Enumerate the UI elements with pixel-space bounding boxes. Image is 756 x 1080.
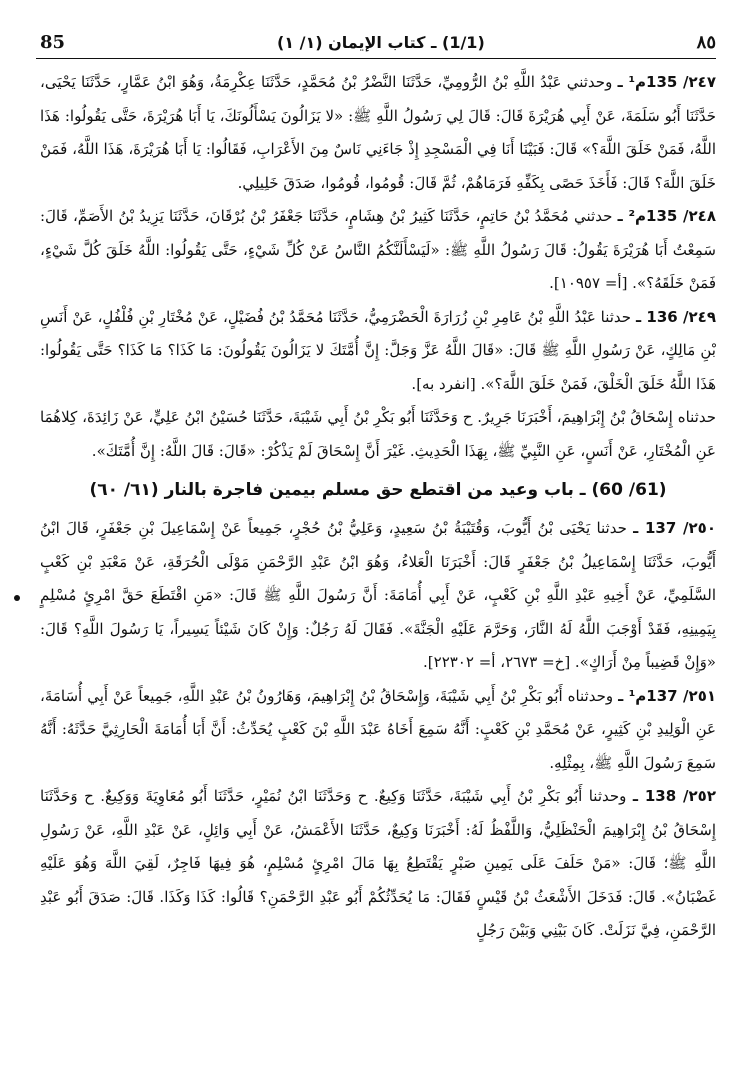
page-body <box>40 66 716 1060</box>
hadith-251 <box>40 680 716 781</box>
hadith-text: حدثنا يَحْيَى بْنُ أَيُّوبَ، وَقُتَيْبَةُ بْنُ سَعِيدٍ، وَعَلِيُّ بْنُ حُجْرٍ، جَمِيعاً عَنْ إِسْمَاعِيلَ بْنِ جَعْفَرٍ، قَالَ ابْنُ أَيُّوبَ، حَدَّثَنَا إِسْمَاعِيلُ بْنُ جَعْفَرٍ قَالَ: أَخْبَرَنَا الْعَلاءُ، وَهُوَ ابْنُ عَبْدِ الرَّحْمَنِ مَوْلَى الْحُرَقَةِ، عَنْ مَعْبَدِ بْنِ كَعْبٍ السَّلَمِيِّ، عَنْ أَخِيهِ عَبْدِ اللَّهِ بْنِ كَعْبٍ، عَنْ أَبِي أُمَامَةَ: أَنَّ رَسُولَ اللَّهِ ﷺ قَالَ: «مَنِ اقْتَطَعَ حَقَّ امْرِئٍ مُسْلِمٍ بِيَمِينِهِ، فَقَدْ أَوْجَبَ اللَّهُ لَهُ النَّارَ، وَحَرَّمَ عَلَيْهِ الْجَنَّةَ». فَقَالَ لَهُ رَجُلٌ: وَإِنْ كَانَ شَيْئاً يَسِيراً، يَا رَسُولَ اللَّهِ؟ قَالَ: «وَإِنْ قَضِيباً مِنْ أَرَاكٍ». [خ= ٢٦٧٣، أ= ٢٢٣٠٢]. <box>40 519 716 671</box>
page-number-arabic: ٨٥ <box>696 31 716 53</box>
hadith-249 <box>40 301 716 402</box>
hadith-250 <box>40 512 716 680</box>
running-title: (1/1) ـ كتاب الإيمان (١/ ١) <box>276 32 485 52</box>
hadith-number: ٢٤٩/ 136 ـ <box>635 307 716 326</box>
hadith-248 <box>40 200 716 301</box>
hadith-text: وحدثنا أَبُو بَكْرِ بْنُ أَبِي شَيْبَةَ، حَدَّثَنَا وَكِيعٌ. ح وَحَدَّثَنَا ابْنُ نُمَيْرٍ، حَدَّثَنَا أَبُو مُعَاوِيَةَ وَوَكِيعٌ. ح وَحَدَّثَنَا إِسْحَاقُ بْنُ إِبْرَاهِيمَ الْحَنْظَلِيُّ، وَاللَّفْظُ لَهُ: أَخْبَرَنَا وَكِيعٌ، حَدَّثَنَا الأَعْمَشُ، عَنْ أَبِي وَائِلٍ، عَنْ عَبْدِ اللَّهِ، عَنْ رَسُولِ اللَّهِ ﷺ؛ قَالَ: «مَنْ حَلَفَ عَلَى يَمِينِ صَبْرٍ يَقْتَطِعُ بِهَا مَالَ امْرِئٍ مُسْلِمٍ، هُوَ فِيهَا فَاجِرٌ، لَقِيَ اللَّهَ وَهُوَ عَلَيْهِ غَضْبَانُ». قَالَ: فَدَخَلَ الأَشْعَثُ بْنُ قَيْسٍ فَقَالَ: مَا يُحَدِّثُكُمْ أَبُو عَبْدِ الرَّحْمَنِ؟ قَالُوا: كَذَا وَكَذَا. قَالَ: صَدَقَ أَبُو عَبْدِ الرَّحْمَنِ، فِيَّ نَزَلَتْ. كَانَ بَيْنِي وَبَيْنَ رَجُلٍ <box>40 787 716 939</box>
hadith-249-chain <box>40 401 716 468</box>
hadith-number: ٢٤٧/ 135م¹ ـ <box>617 73 716 91</box>
chapter-heading: (61/ 60) ـ باب وعيد من اقتطع حق مسلم بيمين فاجرة بالنار (٦١/ ٦٠) <box>89 480 667 500</box>
hadith-247 <box>40 66 716 200</box>
hadith-number: ٢٥١/ 137م¹ ـ <box>618 686 717 705</box>
page-number-latin: 85 <box>40 31 66 53</box>
hadith-text: حدثني مُحَمَّدُ بْنُ حَاتِمٍ، حَدَّثَنَا كَثِيرُ بْنُ هِشَامٍ، حَدَّثَنَا جَعْفَرُ بْنُ بُرْقَانَ، حَدَّثَنَا يَزِيدُ بْنُ الأَصَمِّ، قَالَ: سَمِعْتُ أَبَا هُرَيْرَةَ يَقُولُ: قَالَ رَسُولُ اللَّهِ ﷺ: «لَيَسْأَلَنَّكُمُ النَّاسُ عَنْ كُلِّ شَيْءٍ، حَتَّى يَقُولُوا: اللَّهُ خَلَقَ كُلَّ شَيْءٍ، فَمَنْ خَلَقَهُ؟». [أ= ١٠٩٥٧]. <box>40 207 716 292</box>
hadith-text: حدثنا عَبْدُ اللَّهِ بْنُ عَامِرِ بْنِ زُرَارَةَ الْحَضْرَمِيُّ، حَدَّثَنَا مُحَمَّدُ بْنُ فُضَيْلٍ، عَنْ مُخْتَارِ بْنِ فُلْفُلٍ، عَنْ أَنَسِ بْنِ مَالِكٍ، عَنْ رَسُولِ اللَّهِ ﷺ قَالَ: «قَالَ اللَّهُ عَزَّ وَجَلَّ: إِنَّ أُمَّتَكَ لا يَزَالُونَ يَقُولُونَ: مَا كَذَا؟ مَا كَذَا؟ حَتَّى يَقُولُوا: هَذَا اللَّهُ خَلَقَ الْخَلْقَ، فَمَنْ خَلَقَ اللَّهَ؟». [انفرد به]. <box>40 307 716 393</box>
page-header <box>40 28 716 56</box>
hadith-number: ٢٥٢/ 138 ـ <box>632 787 716 805</box>
hadith-number: ٢٥٠/ 137 ـ <box>633 519 716 537</box>
hadith-number: ٢٤٨/ 135م² ـ <box>617 207 716 225</box>
hadith-text: وحدثناه أَبُو بَكْرِ بْنُ أَبِي شَيْبَةَ، وَإِسْحَاقُ بْنُ إِبْرَاهِيمَ، وَهَارُونُ بْنُ عَبْدِ اللَّهِ، جَمِيعاً عَنْ أَبِي أُسَامَةَ، عَنِ الْوَلِيدِ بْنِ كَثِيرٍ، عَنْ مُحَمَّدِ بْنِ كَعْبٍ: أَنَّهُ سَمِعَ أَخَاهُ عَبْدَ اللَّهِ بْنَ كَعْبٍ يُحَدِّثُ: أَنَّ أَبَا أُمَامَةَ الْحَارِثِيَّ حَدَّثَهُ: أَنَّهُ سَمِعَ رَسُولَ اللَّهِ ﷺ، بِمِثْلِهِ. <box>40 686 716 772</box>
hadith-text: وحدثني عَبْدُ اللَّهِ بْنُ الرُّومِيِّ، حَدَّثَنَا النَّضْرُ بْنُ مُحَمَّدٍ، حَدَّثَنَا عِكْرِمَةُ، وَهُوَ ابْنُ عَمَّارٍ، حَدَّثَنَا يَحْيَى، حَدَّثَنَا أَبُو سَلَمَةَ، عَنْ أَبِي هُرَيْرَةَ قَالَ: قَالَ لِي رَسُولُ اللَّهِ ﷺ: «لا يَزَالُونَ يَسْأَلُونَكَ، يَا أَبَا هُرَيْرَةَ، حَتَّى يَقُولُوا: هَذَا اللَّهُ، فَمَنْ خَلَقَ اللَّهَ؟» قَالَ: فَبَيْنَا أَنَا فِي الْمَسْجِدِ إِذْ جَاءَنِي نَاسٌ مِنَ الأَعْرَابِ، فَقَالُوا: يَا أَبَا هُرَيْرَةَ، هَذَا اللَّهُ، فَمَنْ خَلَقَ اللَّهَ؟ قَالَ: فَأَخَذَ حَصًى بِكَفِّهِ فَرَمَاهُمْ، ثُمَّ قَالَ: قُومُوا، قُومُوا، صَدَقَ خَلِيلِي. <box>40 73 716 192</box>
hadith-252 <box>40 780 716 948</box>
margin-mark <box>14 595 20 601</box>
hadith-text: حدثناه إِسْحَاقُ بْنُ إِبْرَاهِيمَ، أَخْبَرَنَا جَرِيرٌ. ح وَحَدَّثَنَا أَبُو بَكْرِ بْنُ أَبِي شَيْبَةَ، حَدَّثَنَا حُسَيْنُ ابْنُ عَلِيٍّ، عَنْ زَائِدَةَ، كِلاهُمَا عَنِ الْمُخْتَارِ، عَنْ أَنَسٍ، عَنِ النَّبِيِّ ﷺ، بِهَذَا الْحَدِيثِ. غَيْرَ أَنَّ إِسْحَاقَ لَمْ يَذْكُرْ: «قَالَ: قَالَ اللَّهُ: إِنَّ أُمَّتَكَ». <box>40 408 716 460</box>
header-rule <box>36 58 716 59</box>
